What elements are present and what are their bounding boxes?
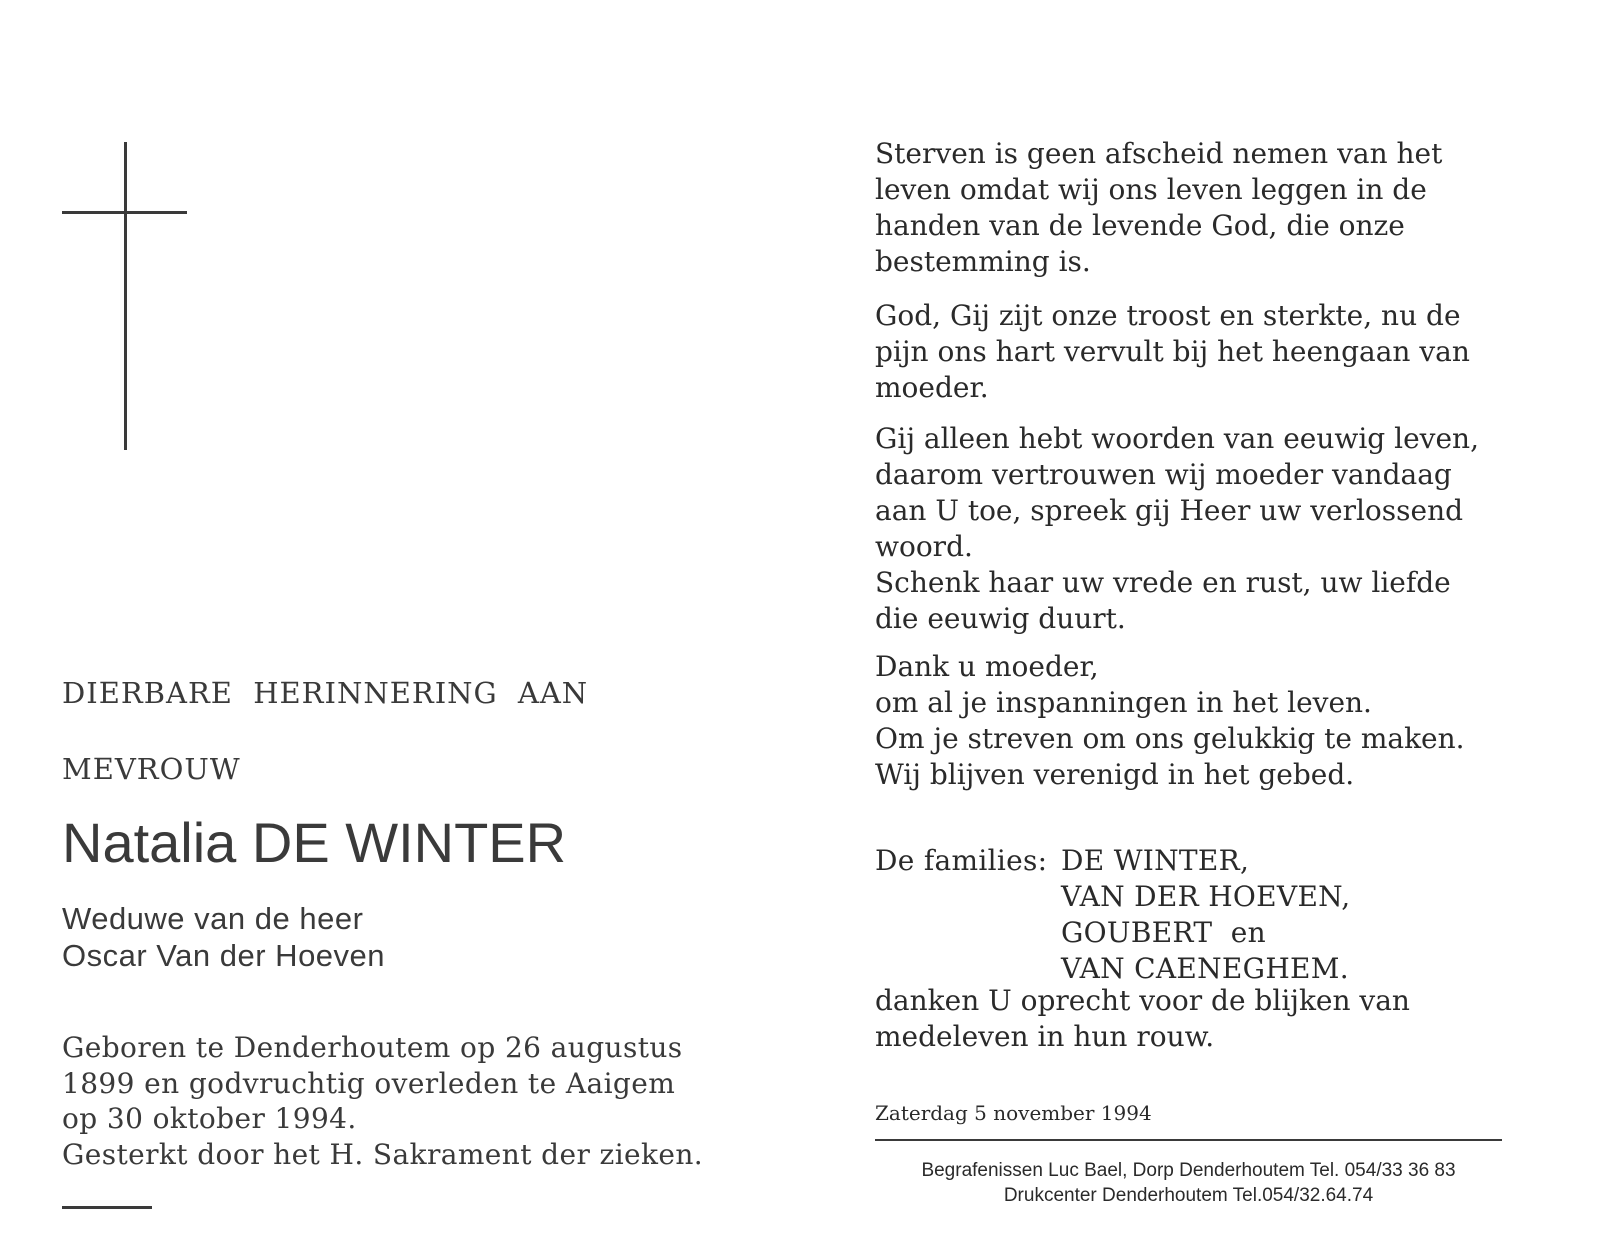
- prayer-line: leven omdat wij ons leven leggen in de: [875, 173, 1427, 206]
- prayer-line: handen van de levende God, die onze: [875, 209, 1405, 242]
- prayer-paragraph-4: [875, 649, 1465, 793]
- prayer-line: God, Gij zijt onze troost en sterkte, nu de: [875, 299, 1461, 332]
- printer-line: Begrafenissen Luc Bael, Dorp Denderhoutem Tel. 054/33 36 83: [921, 1160, 1456, 1181]
- prayer-line: Wij blijven verenigd in het gebed.: [875, 758, 1355, 791]
- prayer-line: om al je inspanningen in het leven.: [875, 686, 1372, 719]
- prayer-line: aan U toe, spreek gij Heer uw verlossend: [875, 494, 1464, 527]
- prayer-line: bestemming is.: [875, 245, 1091, 278]
- family-name: VAN DER HOEVEN,: [1061, 880, 1351, 913]
- deceased-name: Natalia DE WINTER: [62, 811, 567, 874]
- prayer-paragraph-3: [875, 421, 1479, 637]
- printer-line: Drukcenter Denderhoutem Tel.054/32.64.74: [1003, 1185, 1374, 1206]
- prayer-line: Om je streven om ons gelukkig te maken.: [875, 722, 1465, 755]
- prayer-line: Sterven is geen afscheid nemen van het: [875, 137, 1443, 170]
- family-name: GOUBERT en: [1061, 916, 1266, 949]
- prayer-paragraph-2: [875, 298, 1470, 406]
- honorific-title: MEVROUW: [62, 752, 241, 786]
- prayer-line: die eeuwig duurt.: [875, 602, 1126, 635]
- thanks-line: medeleven in hun rouw.: [875, 1020, 1215, 1053]
- prayer-line: Dank u moeder,: [875, 650, 1099, 683]
- widow-of: [62, 900, 385, 974]
- printer-info: [875, 1158, 1502, 1208]
- prayer-line: pijn ons hart vervult bij het heengaan van: [875, 335, 1470, 368]
- prayer-line: Schenk haar uw vrede en rust, uw liefde: [875, 566, 1451, 599]
- divider: [875, 1139, 1502, 1141]
- cross-icon: [124, 142, 127, 450]
- memory-heading: DIERBARE HERINNERING AAN: [62, 676, 589, 710]
- biography-line: Geboren te Denderhoutem op 26 augustus: [62, 1031, 683, 1064]
- thanks-line: danken U oprecht voor de blijken van: [875, 984, 1410, 1017]
- biography-line: 1899 en godvruchtig overleden te Aaigem: [62, 1066, 676, 1100]
- widow-of-line: Weduwe van de heer: [62, 901, 364, 936]
- prayer-line: woord.: [875, 530, 973, 563]
- biography-line: Gesterkt door het H. Sakrament der zieken.: [62, 1137, 704, 1171]
- biography: [62, 1030, 703, 1172]
- biography-line: op 30 oktober 1994.: [62, 1102, 357, 1135]
- divider: [62, 1206, 152, 1209]
- prayer-paragraph-1: [875, 136, 1442, 280]
- prayer-line: moeder.: [875, 371, 989, 404]
- prayer-line: Gij alleen hebt woorden van eeuwig leven,: [875, 422, 1479, 455]
- prayer-line: daarom vertrouwen wij moeder vandaag: [875, 458, 1452, 491]
- family-name: DE WINTER,: [1061, 844, 1250, 877]
- date: Zaterdag 5 november 1994: [875, 1101, 1152, 1125]
- cross-icon-bar: [62, 211, 187, 214]
- family-name: VAN CAENEGHEM.: [1061, 952, 1349, 985]
- thanks-text: [875, 983, 1410, 1055]
- widow-of-line: Oscar Van der Hoeven: [62, 938, 386, 973]
- families-label: De families:: [875, 844, 1048, 877]
